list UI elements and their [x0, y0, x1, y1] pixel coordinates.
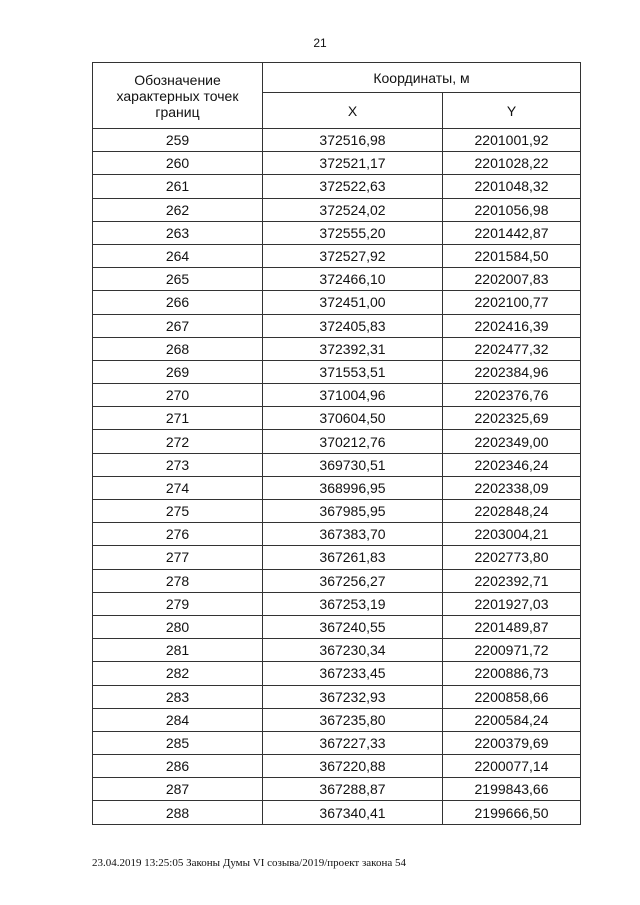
table-row — [93, 244, 581, 267]
cell-y: 2202848,24 — [443, 500, 581, 523]
cell-point: 268 — [93, 337, 263, 360]
cell-point: 275 — [93, 500, 263, 523]
cell-y: 2202100,77 — [443, 291, 581, 314]
cell-y: 2202346,24 — [443, 453, 581, 476]
table-row — [93, 268, 581, 291]
table-row — [93, 453, 581, 476]
cell-x: 370212,76 — [263, 430, 443, 453]
cell-point: 270 — [93, 384, 263, 407]
x-column-header: X — [263, 93, 443, 129]
table-row — [93, 152, 581, 175]
cell-point: 286 — [93, 755, 263, 778]
table-row — [93, 685, 581, 708]
table-row — [93, 314, 581, 337]
table-row — [93, 592, 581, 615]
cell-x: 371004,96 — [263, 384, 443, 407]
table-row — [93, 175, 581, 198]
cell-x: 372405,83 — [263, 314, 443, 337]
cell-y: 2201028,22 — [443, 152, 581, 175]
cell-y: 2199666,50 — [443, 801, 581, 824]
cell-x: 367985,95 — [263, 500, 443, 523]
cell-y: 2200886,73 — [443, 662, 581, 685]
cell-y: 2202384,96 — [443, 360, 581, 383]
cell-x: 372516,98 — [263, 129, 443, 152]
cell-x: 372524,02 — [263, 198, 443, 221]
cell-x: 369730,51 — [263, 453, 443, 476]
cell-y: 2202477,32 — [443, 337, 581, 360]
cell-x: 367232,93 — [263, 685, 443, 708]
cell-point: 267 — [93, 314, 263, 337]
cell-y: 2201584,50 — [443, 244, 581, 267]
cell-point: 274 — [93, 476, 263, 499]
cell-x: 368996,95 — [263, 476, 443, 499]
cell-point: 282 — [93, 662, 263, 685]
table-row — [93, 476, 581, 499]
cell-x: 367253,19 — [263, 592, 443, 615]
table-row — [93, 384, 581, 407]
cell-point: 262 — [93, 198, 263, 221]
cell-x: 367240,55 — [263, 615, 443, 638]
y-column-header: Y — [443, 93, 581, 129]
cell-y: 2201489,87 — [443, 615, 581, 638]
cell-x: 372451,00 — [263, 291, 443, 314]
table-row — [93, 129, 581, 152]
cell-point: 261 — [93, 175, 263, 198]
cell-point: 265 — [93, 268, 263, 291]
cell-y: 2201442,87 — [443, 221, 581, 244]
coordinates-table — [92, 62, 581, 825]
cell-x: 372466,10 — [263, 268, 443, 291]
table-row — [93, 731, 581, 754]
cell-x: 367227,33 — [263, 731, 443, 754]
cell-x: 367288,87 — [263, 778, 443, 801]
cell-y: 2199843,66 — [443, 778, 581, 801]
cell-point: 263 — [93, 221, 263, 244]
cell-x: 367340,41 — [263, 801, 443, 824]
cell-x: 371553,51 — [263, 360, 443, 383]
cell-x: 367256,27 — [263, 569, 443, 592]
cell-point: 283 — [93, 685, 263, 708]
cell-y: 2202392,71 — [443, 569, 581, 592]
table-body — [93, 129, 581, 825]
cell-point: 264 — [93, 244, 263, 267]
page-number: 21 — [313, 36, 327, 50]
cell-y: 2203004,21 — [443, 523, 581, 546]
table-row — [93, 662, 581, 685]
cell-point: 260 — [93, 152, 263, 175]
cell-y: 2202773,80 — [443, 546, 581, 569]
cell-y: 2200971,72 — [443, 639, 581, 662]
table-row — [93, 569, 581, 592]
table-row — [93, 430, 581, 453]
cell-x: 367383,70 — [263, 523, 443, 546]
cell-x: 372392,31 — [263, 337, 443, 360]
cell-y: 2200584,24 — [443, 708, 581, 731]
table-row — [93, 337, 581, 360]
cell-point: 278 — [93, 569, 263, 592]
table-row — [93, 778, 581, 801]
cell-point: 269 — [93, 360, 263, 383]
cell-point: 281 — [93, 639, 263, 662]
cell-y: 2201001,92 — [443, 129, 581, 152]
table-row — [93, 801, 581, 824]
cell-point: 271 — [93, 407, 263, 430]
cell-x: 367230,34 — [263, 639, 443, 662]
cell-x: 372527,92 — [263, 244, 443, 267]
table-row — [93, 291, 581, 314]
cell-point: 287 — [93, 778, 263, 801]
cell-x: 372521,17 — [263, 152, 443, 175]
table-row — [93, 755, 581, 778]
table-row — [93, 407, 581, 430]
cell-x: 370604,50 — [263, 407, 443, 430]
cell-point: 285 — [93, 731, 263, 754]
table-row — [93, 615, 581, 638]
table-row — [93, 198, 581, 221]
cell-y: 2200858,66 — [443, 685, 581, 708]
cell-x: 372555,20 — [263, 221, 443, 244]
cell-y: 2201048,32 — [443, 175, 581, 198]
cell-x: 367220,88 — [263, 755, 443, 778]
cell-x: 367261,83 — [263, 546, 443, 569]
table-row — [93, 221, 581, 244]
coordinates-header: Координаты, м — [263, 63, 581, 93]
cell-x: 367235,80 — [263, 708, 443, 731]
cell-y: 2201056,98 — [443, 198, 581, 221]
table-row — [93, 639, 581, 662]
point-column-header: Обозначение характерных точек границ — [93, 63, 263, 129]
cell-y: 2202416,39 — [443, 314, 581, 337]
table-row — [93, 708, 581, 731]
table-row — [93, 500, 581, 523]
cell-x: 372522,63 — [263, 175, 443, 198]
table-row — [93, 523, 581, 546]
cell-point: 272 — [93, 430, 263, 453]
cell-point: 280 — [93, 615, 263, 638]
cell-point: 266 — [93, 291, 263, 314]
document-footer: 23.04.2019 13:25:05 Законы Думы VI созыва/2019/проект закона 54 — [92, 857, 406, 869]
cell-point: 279 — [93, 592, 263, 615]
cell-x: 367233,45 — [263, 662, 443, 685]
cell-y: 2202376,76 — [443, 384, 581, 407]
cell-y: 2202007,83 — [443, 268, 581, 291]
cell-y: 2202325,69 — [443, 407, 581, 430]
cell-y: 2200379,69 — [443, 731, 581, 754]
cell-point: 276 — [93, 523, 263, 546]
cell-y: 2200077,14 — [443, 755, 581, 778]
cell-y: 2201927,03 — [443, 592, 581, 615]
cell-point: 259 — [93, 129, 263, 152]
cell-point: 273 — [93, 453, 263, 476]
table-row — [93, 360, 581, 383]
cell-y: 2202349,00 — [443, 430, 581, 453]
cell-point: 277 — [93, 546, 263, 569]
table-row — [93, 546, 581, 569]
cell-y: 2202338,09 — [443, 476, 581, 499]
cell-point: 288 — [93, 801, 263, 824]
cell-point: 284 — [93, 708, 263, 731]
